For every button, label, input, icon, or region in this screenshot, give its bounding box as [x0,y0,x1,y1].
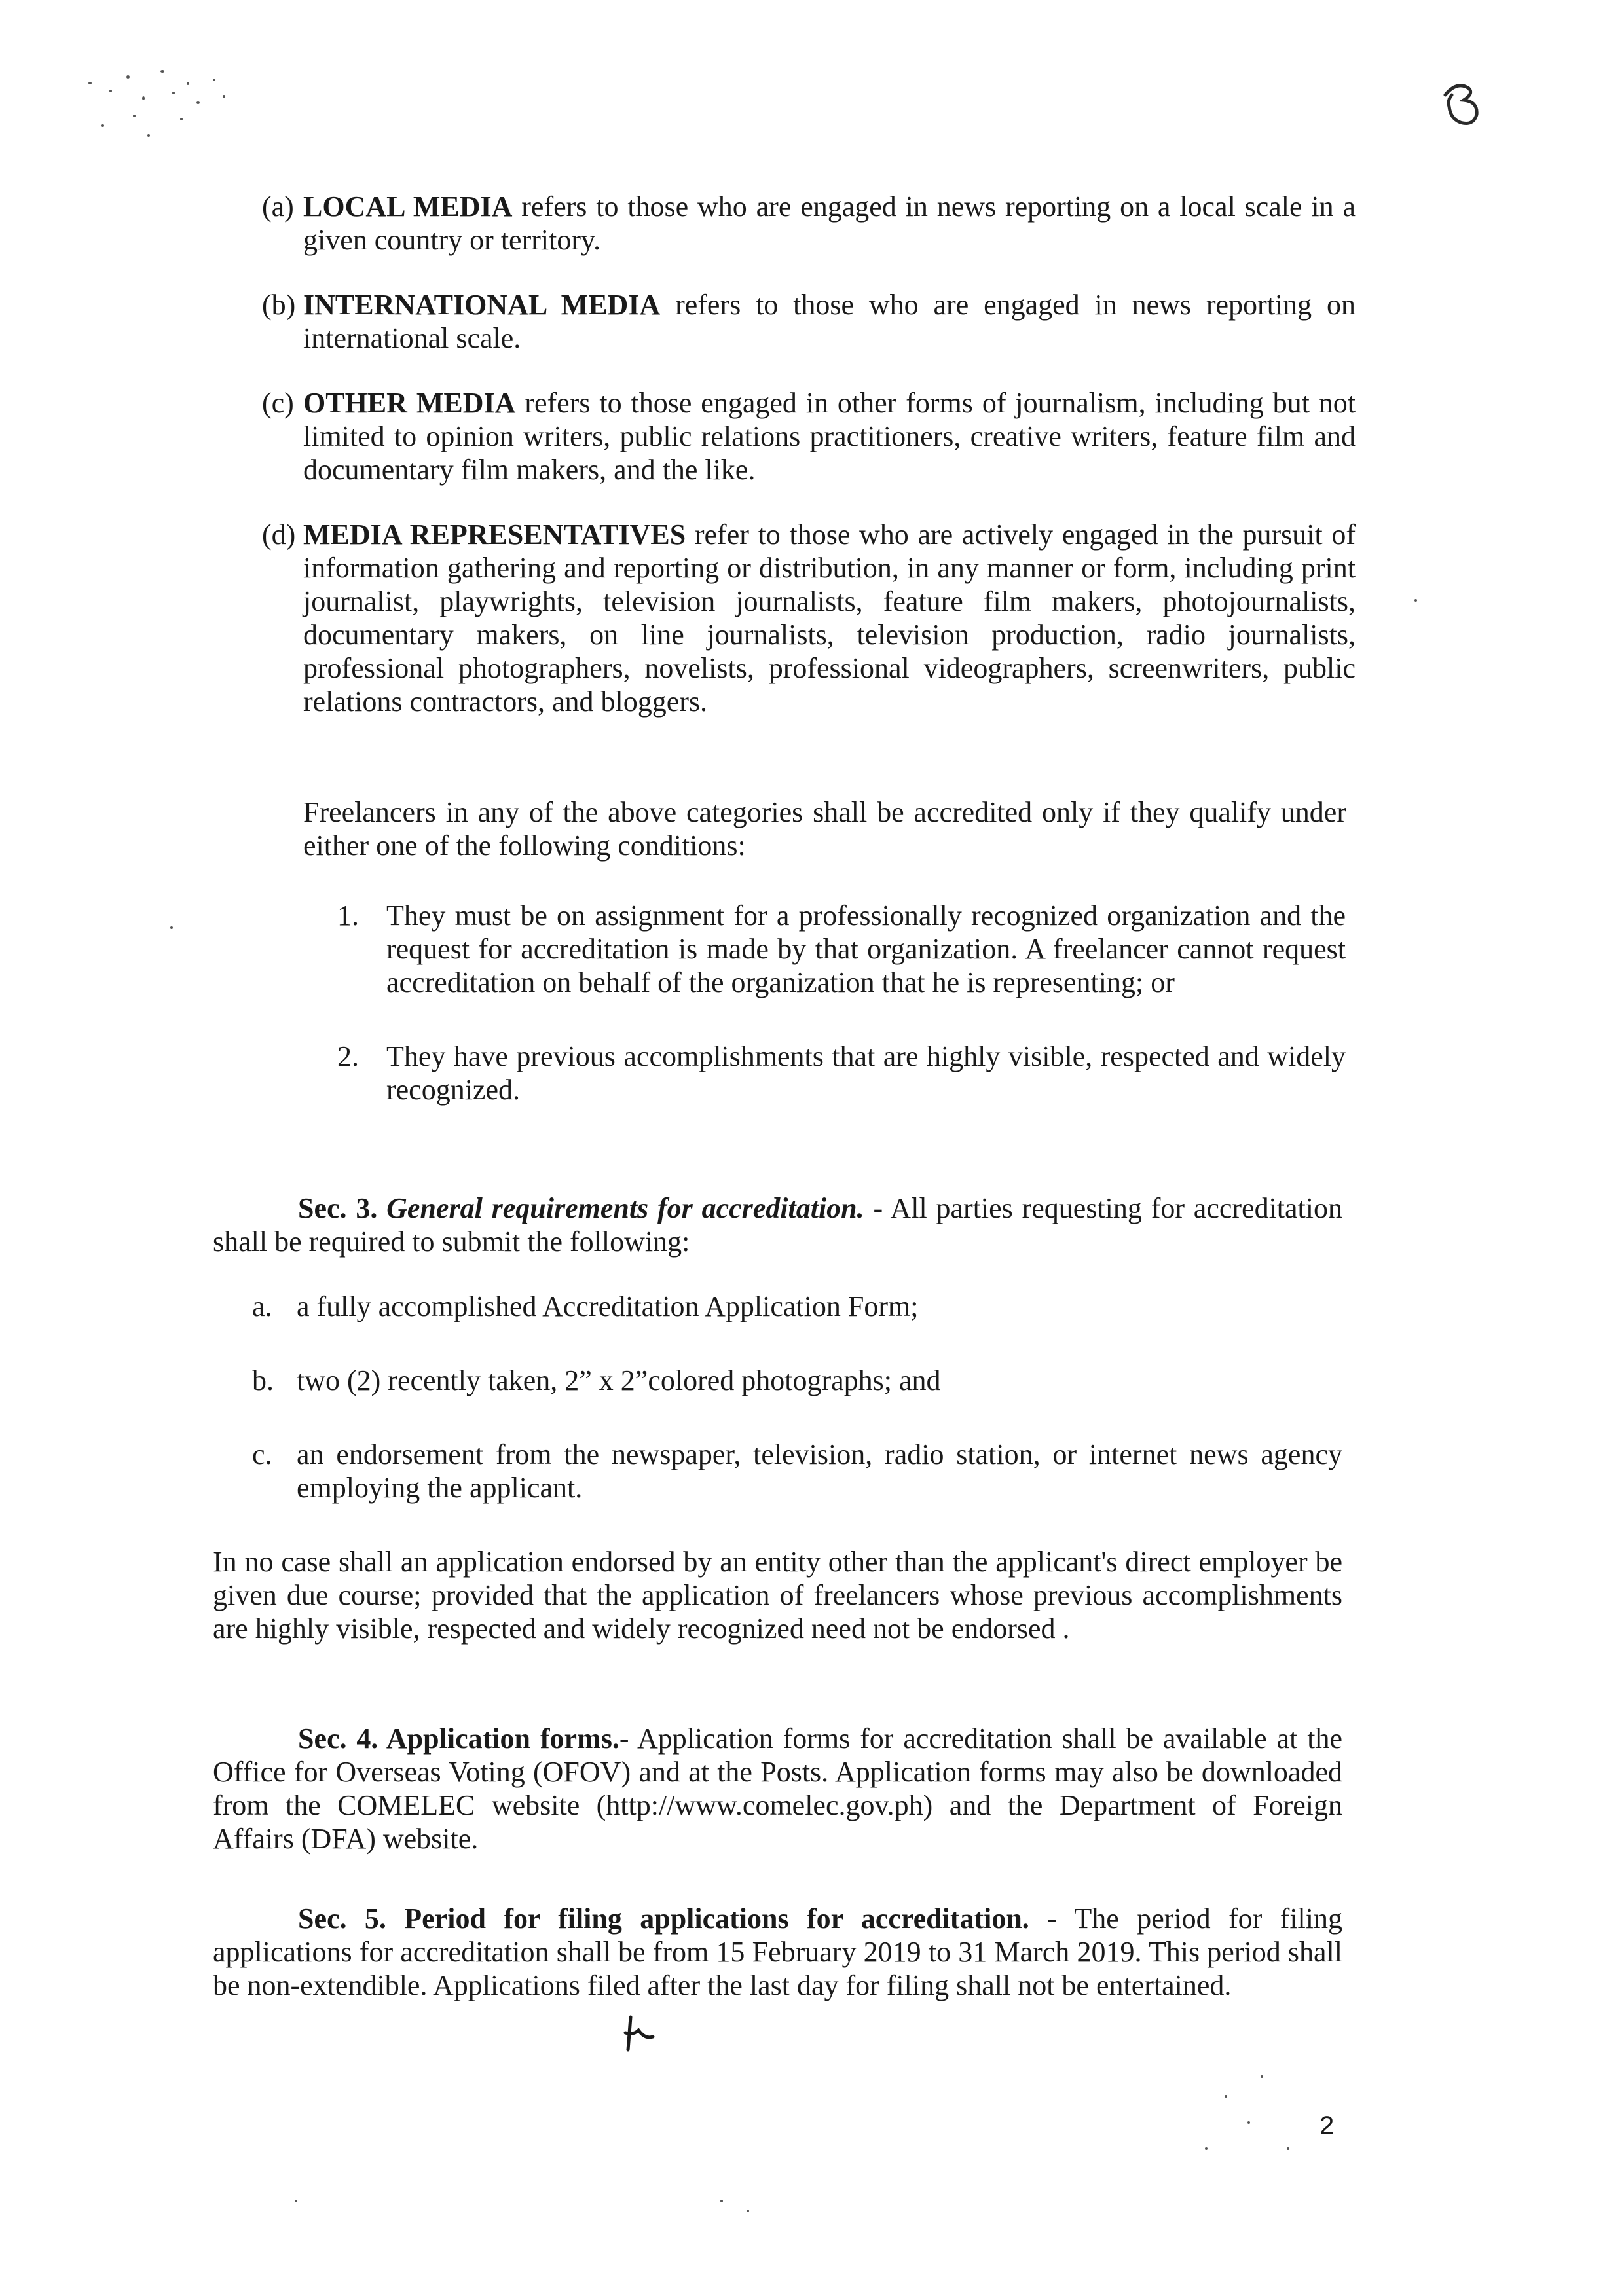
section-5 [213,1902,1342,2002]
scan-speck [720,2200,723,2202]
section-text: - The period for filing applications for accreditation shall be from 15 February 2019 to 31 March 2019. This period shall be non-extendible. Applications filed after the last day for filing shall not be entertained. [213,1903,1342,2001]
requirement-text: a fully accomplished Accreditation Application Form; [297,1290,919,1322]
definition-local-media [262,190,1356,257]
requirement-label: b. [252,1364,274,1396]
definition-text: refers to those who are engaged in news reporting on a local scale in a given country or territory. [303,191,1356,256]
scan-speck [1247,2121,1250,2124]
condition-text: They must be on assignment for a professionally recognized organization and the request for accreditation is made by that organization. A freelancer cannot request accreditation on behalf of the organization that he is representing; or [386,900,1346,998]
scan-speck [747,2210,749,2212]
scan-speck [1225,2095,1227,2098]
freelancer-conditions [337,899,1346,1147]
endorsement-paragraph: In no case shall an application endorsed by an entity other than the applicant's direct employer be given due course; provided that the application of freelancers whose previous accomplishments are highly visible, respected and widely recognized need not be endorsed . [213,1546,1342,1645]
scan-speck [295,2200,297,2202]
definition-term: MEDIA REPRESENTATIVES [303,519,686,551]
definition-label: (a) [262,191,294,223]
requirement-label: a. [252,1290,272,1322]
handwritten-initial [619,2013,655,2052]
section-4 [213,1722,1342,1855]
media-definitions [262,190,1356,750]
requirement-text: an endorsement from the newspaper, television, radio station, or internet news agency employing the applicant. [297,1438,1342,1504]
definition-label: (d) [262,519,296,551]
definition-term: OTHER MEDIA [303,387,516,419]
scan-speckles [82,56,278,147]
section-text: - Application forms for accreditation shall be available at the Office for Overseas Voting (OFOV) and at the Posts. Application forms may also be downloaded from the COMELEC website (http://www.comelec.gov.ph) and the Department of Foreign Affairs (DFA) website. [213,1722,1342,1855]
section-heading: Sec. 4. Application forms. [298,1722,619,1755]
definition-text: refers to those engaged in other forms of journalism, including but not limited to opinion writers, public relations practitioners, creative writers, feature film and documentary film makers, and the like. [303,387,1356,486]
definition-media-representatives [262,518,1356,718]
requirement-text: two (2) recently taken, 2” x 2”colored photographs; and [297,1364,941,1396]
scan-speck [1414,599,1417,602]
scan-speck [1261,2075,1263,2078]
section-number: Sec. 3. [298,1192,378,1224]
handwritten-page-mark [1437,75,1486,134]
condition-text: They have previous accomplishments that are highly visible, respected and widely recognized. [386,1040,1346,1106]
condition-item [337,1040,1346,1106]
section-text: - All parties requesting for accreditation shall be required to submit the following: [213,1192,1342,1258]
definition-term: INTERNATIONAL MEDIA [303,289,661,321]
scan-speck [1205,2147,1208,2150]
condition-number: 2. [337,1040,359,1072]
condition-item [337,899,1346,999]
scan-speck [170,926,173,929]
definition-text: refers to those who are engaged in news reporting on international scale. [303,289,1356,354]
requirement-item [252,1290,1342,1323]
definition-text: refer to those who are actively engaged in the pursuit of information gathering and reporting or distribution, in any manner or form, including print journalist, playwrights, television journalists, feature film makers, photojournalists, documentary makers, on line journalists, television production, radio journalists, professional photographers, novelists, professional videographers, screenwriters, public relations contractors, and bloggers. [303,519,1356,718]
definition-label: (c) [262,387,294,419]
requirement-label: c. [252,1438,272,1470]
scan-speck [1287,2147,1289,2150]
condition-number: 1. [337,900,359,932]
section-title: General requirements for accreditation. [386,1192,864,1224]
requirement-item [252,1438,1342,1504]
definition-term: LOCAL MEDIA [303,191,513,223]
section-heading: Sec. 5. Period for filing applications for accreditation. [298,1903,1029,1935]
page-number: 2 [1320,2111,1335,2140]
definition-other-media [262,386,1356,486]
definition-international-media [262,288,1356,355]
requirements-list [252,1290,1342,1545]
section-3 [213,1192,1342,1258]
definition-label: (b) [262,289,296,321]
requirement-item [252,1364,1342,1397]
freelancers-intro: Freelancers in any of the above categories shall be accredited only if they qualify under either one of the following conditions: [303,796,1346,862]
